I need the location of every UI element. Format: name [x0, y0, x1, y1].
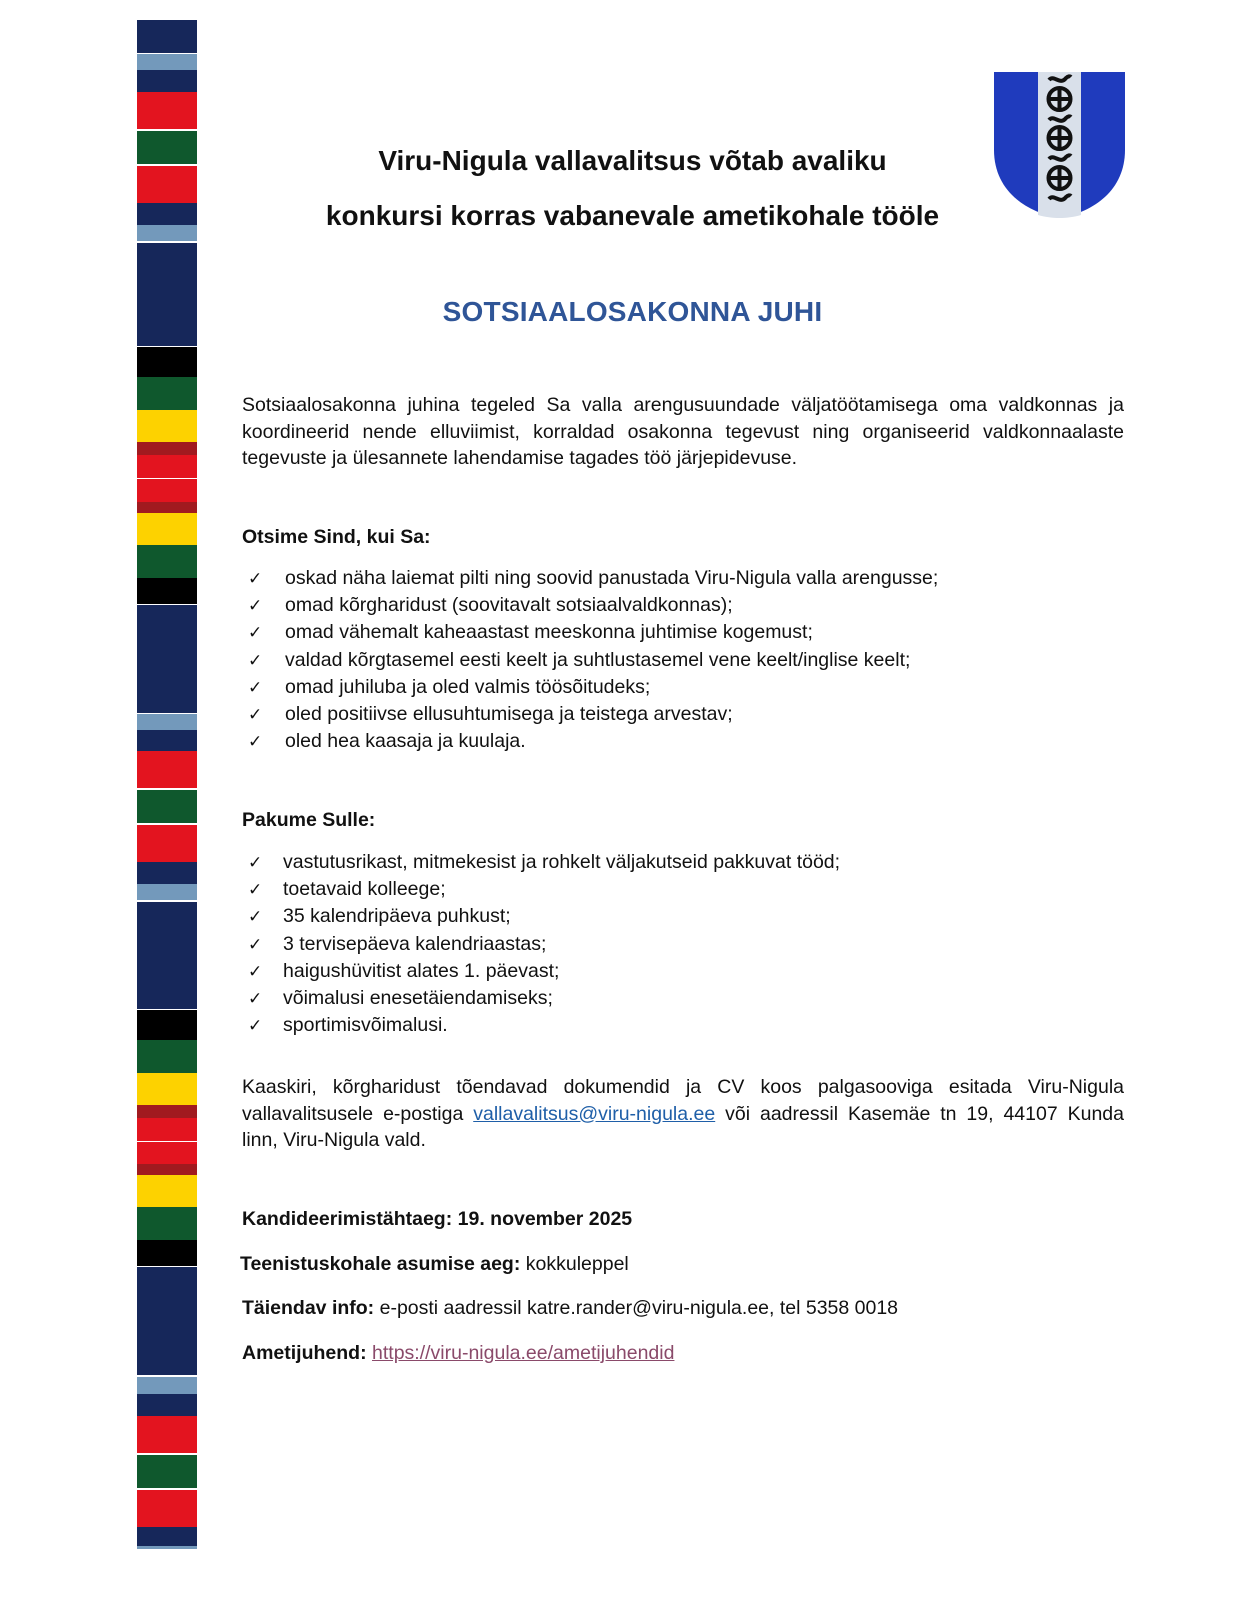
stripe-band [137, 410, 197, 442]
stripe-band [137, 1073, 197, 1105]
checkmark-icon: ✓ [248, 934, 263, 954]
list-item-text: oskad näha laiemat pilti ning soovid panustada Viru-Nigula valla arengusse; [285, 567, 939, 589]
list-item-text: haigushüvitist alates 1. päevast; [283, 959, 560, 982]
checkmark-icon: ✓ [248, 880, 263, 900]
stripe-band [137, 70, 197, 92]
stripe-band [137, 513, 197, 545]
stripe-band [137, 751, 197, 788]
job-description [242, 1342, 674, 1365]
stripe-band [137, 730, 197, 751]
list-item [248, 931, 840, 958]
stripe-band [137, 578, 197, 604]
municipality-crest-icon [994, 72, 1125, 218]
deadline-label: Kandideerimistähtaeg: 19. november 2025 [242, 1208, 633, 1230]
checkmark-icon: ✓ [248, 961, 263, 981]
stripe-band [137, 545, 197, 578]
stripe-band [137, 1010, 197, 1040]
stripe-band [137, 1455, 197, 1488]
checkmark-icon: ✓ [248, 907, 263, 927]
checkmark-icon: ✓ [248, 623, 263, 643]
application-text-after: või aadressil Kasemäe tn 19, 44107 Kunda linn, Viru-Nigula vald. [242, 1102, 1124, 1151]
stripe-band [137, 1527, 197, 1546]
list-item [248, 958, 840, 985]
start-label: Teenistuskohale asumise aeg: [240, 1253, 521, 1275]
info-label: Täiendav info: [242, 1297, 375, 1319]
stripe-band [137, 1175, 197, 1207]
deadline [242, 1208, 632, 1231]
stripe-band [137, 1164, 197, 1175]
additional-info [242, 1297, 898, 1320]
list-item [248, 619, 938, 646]
email-link[interactable]: vallavalitsus@viru-nigula.ee [473, 1102, 716, 1125]
list-item [248, 728, 938, 755]
application-text: Kaaskiri, kõrgharidust tõendavad dokumendid ja CV koos palgasooviga esitada Viru-Nigula vallavalitsusele e-postiga [242, 1076, 1124, 1125]
list-item-text: toetavaid kolleege; [283, 878, 446, 901]
list-item [248, 985, 840, 1012]
list-item-text: vastutusrikast, mitmekesist ja rohkelt väljakutseid pakkuvat tööd; [283, 851, 841, 873]
checkmark-icon: ✓ [248, 1016, 263, 1036]
checkmark-icon: ✓ [248, 989, 263, 1009]
stripe-band [137, 1546, 197, 1549]
checkmark-icon: ✓ [248, 705, 263, 725]
stripe-band [137, 479, 197, 502]
stripe-band [137, 1377, 197, 1394]
checkmark-icon: ✓ [248, 596, 263, 616]
stripe-band [137, 203, 197, 225]
stripe-band [137, 1040, 197, 1073]
stripe-band [137, 1118, 197, 1141]
list-item-text: 3 tervisepäeva kalendriaastas; [283, 932, 547, 955]
stripe-band [137, 714, 197, 730]
stripe-band [137, 1142, 197, 1164]
stripe-band [137, 862, 197, 884]
intro-paragraph: Sotsiaalosakonna juhina tegeled Sa valla arengusuundade väljatöötamisega oma valdkonnas ja koordineerid nende elluviimist, korraldad osakonna tegevust ning organiseerid valdkonnaalaste tegevuste ja ülesannete lahendamise tagades töö järjepidevuse. [242, 394, 1124, 469]
checkmark-icon: ✓ [248, 569, 263, 588]
list-item-text: sportimisvõimalusi. [283, 1014, 448, 1037]
stripe-band [137, 1267, 197, 1375]
stripe-band [137, 825, 197, 862]
start-value: kokkuleppel [520, 1253, 629, 1275]
info-value: e-posti aadressil katre.rander@viru-nigula.ee, tel 5358 0018 [374, 1297, 899, 1319]
stripe-band [137, 502, 197, 513]
job-desc-label: Ametijuhend: [242, 1342, 367, 1364]
list-item [248, 701, 938, 728]
list-item-text: oled hea kaasaja ja kuulaja. [285, 730, 526, 753]
stripe-band [137, 1490, 197, 1527]
list-item [248, 849, 840, 876]
stripe-band [137, 20, 197, 53]
checkmark-icon: ✓ [248, 732, 263, 752]
list-item [248, 903, 840, 930]
list-item [248, 565, 938, 592]
stripe-band [137, 1105, 197, 1118]
stripe-band [137, 225, 197, 241]
list-item-text: omad kõrgharidust (soovitavalt sotsiaalvaldkonnas); [285, 594, 733, 617]
stripe-band [137, 790, 197, 823]
stripe-band [137, 347, 197, 377]
application-paragraph [242, 1074, 1124, 1154]
offer-list [248, 849, 840, 1039]
page-title-line-1: Viru-Nigula vallavalitsus võtab avaliku [378, 145, 887, 176]
list-item [248, 876, 840, 903]
requirements-heading: Otsime Sind, kui Sa: [242, 526, 431, 548]
stripe-band [137, 166, 197, 203]
offer-heading: Pakume Sulle: [242, 809, 376, 831]
stripe-band [137, 884, 197, 900]
list-item-text: oled positiivse ellusuhtumisega ja teistega arvestav; [285, 703, 733, 726]
stripe-band [137, 902, 197, 1009]
position-title: SOTSIAALOSAKONNA JUHI [442, 296, 823, 327]
start-date [240, 1253, 629, 1276]
list-item [248, 674, 938, 701]
stripe-band [137, 1416, 197, 1453]
stripe-band [137, 1207, 197, 1240]
list-item-text: 35 kalendripäeva puhkust; [283, 905, 511, 928]
requirements-list [248, 565, 938, 755]
checkmark-icon: ✓ [248, 650, 263, 670]
checkmark-icon: ✓ [248, 853, 263, 872]
job-description-link[interactable]: https://viru-nigula.ee/ametijuhendid [372, 1342, 675, 1364]
list-item-text: võimalusi enesetäiendamiseks; [283, 987, 553, 1010]
stripe-band [137, 54, 197, 70]
list-item-text: omad vähemalt kaheaastast meeskonna juhtimise kogemust; [285, 621, 813, 644]
stripe-band [137, 1240, 197, 1266]
stripe-band [137, 455, 197, 478]
stripe-band [137, 1394, 197, 1416]
stripe-band [137, 605, 197, 713]
list-item [248, 1012, 840, 1039]
list-item [248, 592, 938, 619]
stripe-band [137, 92, 197, 129]
stripe-band [137, 442, 197, 455]
checkmark-icon: ✓ [248, 677, 263, 697]
stripe-band [137, 131, 197, 164]
list-item [248, 647, 938, 674]
stripe-band [137, 377, 197, 410]
list-item-text: valdad kõrgtasemel eesti keelt ja suhtlustasemel vene keelt/inglise keelt; [285, 648, 911, 671]
list-item-text: omad juhiluba ja oled valmis töösõitudeks; [285, 675, 651, 698]
stripe-band [137, 243, 197, 346]
page-title-line-2: konkursi korras vabanevale ametikohale tööle [325, 200, 940, 231]
